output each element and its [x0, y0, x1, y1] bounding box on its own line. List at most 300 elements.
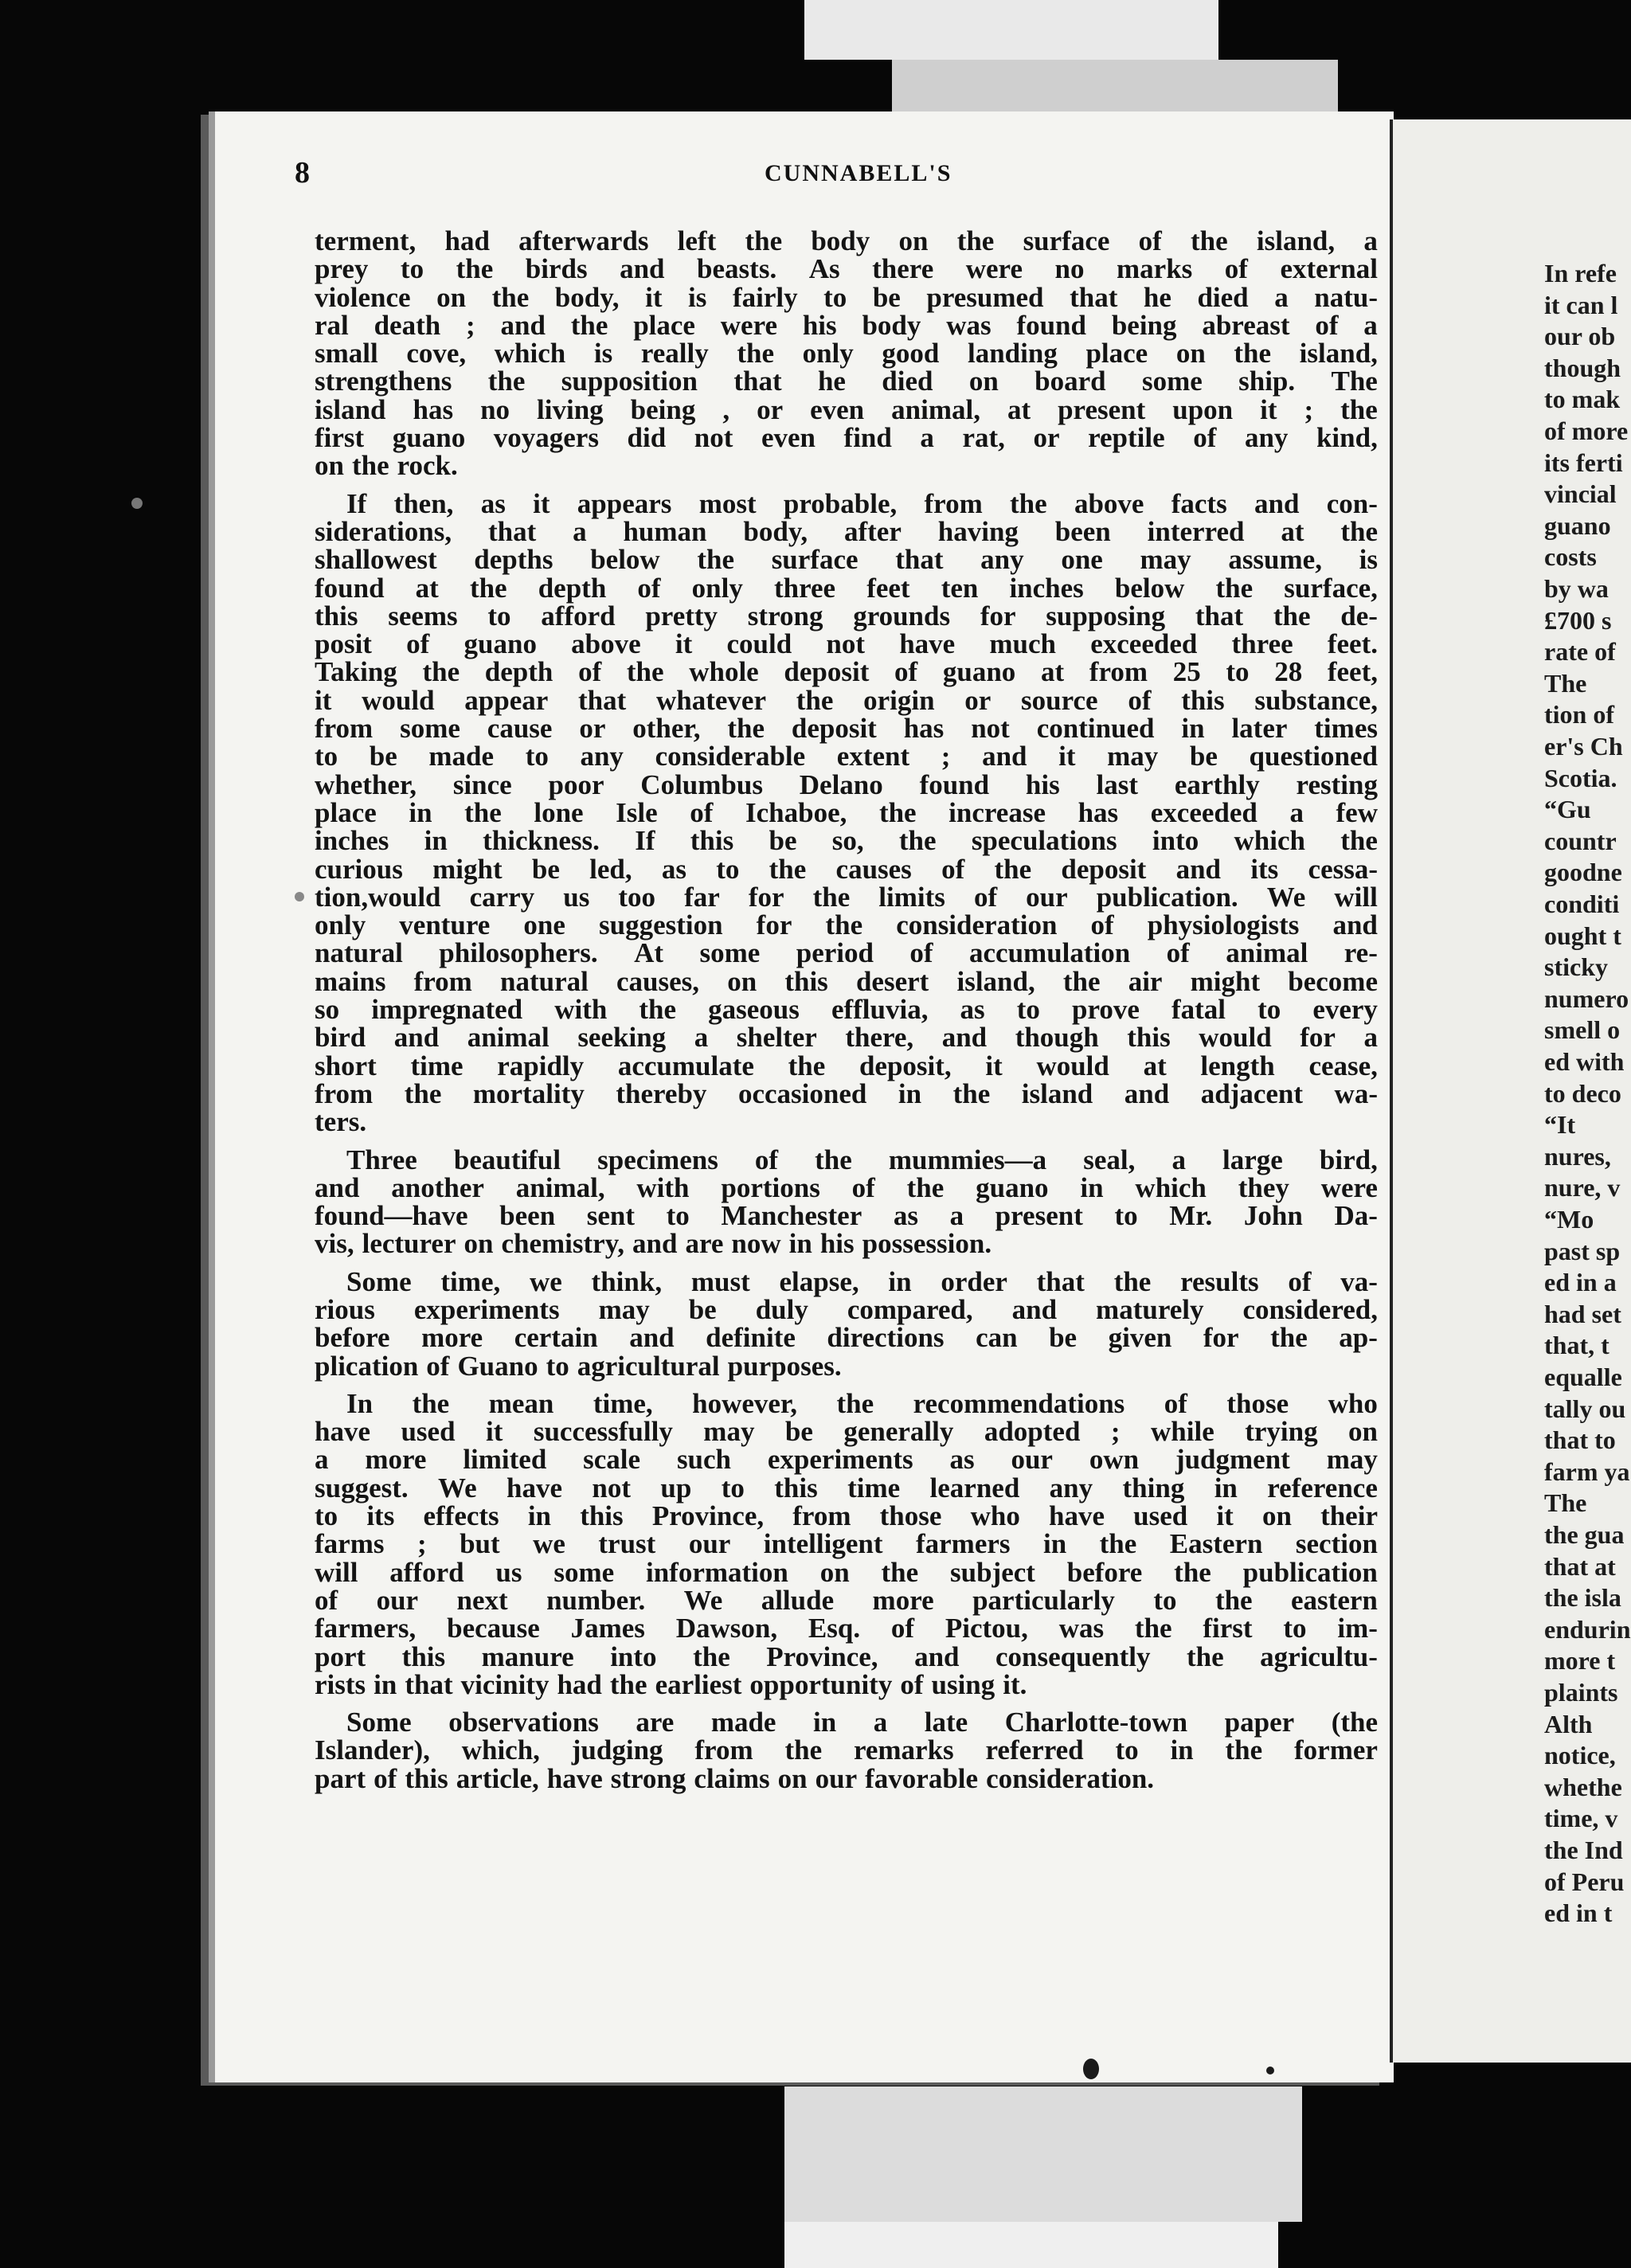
word: the: [1225, 1734, 1263, 1766]
word: We: [683, 1584, 723, 1616]
word: judgment: [1175, 1444, 1290, 1476]
text-line: [315, 281, 1378, 313]
word: poor: [548, 768, 604, 800]
word: is: [688, 281, 707, 313]
word: this: [784, 965, 828, 997]
word: supposition: [561, 366, 698, 397]
word: had: [444, 225, 490, 256]
word: and: [941, 1022, 988, 1054]
word: on: [315, 450, 344, 482]
word: before: [315, 1322, 390, 1354]
right-page-line: numero: [1544, 983, 1629, 1013]
word: now: [731, 1228, 781, 1260]
word: consideration: [896, 909, 1058, 941]
word: there,: [845, 1022, 914, 1054]
word: bird: [315, 1022, 366, 1054]
word: not: [694, 422, 733, 454]
word: no: [480, 393, 510, 425]
article-body: [315, 227, 1378, 1793]
word: such: [676, 1444, 732, 1476]
word: our: [815, 1762, 858, 1794]
word: Some: [346, 1707, 412, 1738]
word: and: [1332, 909, 1378, 941]
text-line: [315, 1052, 1378, 1080]
word: Columbus: [640, 768, 763, 800]
word: the: [745, 225, 783, 256]
word: any: [1049, 1472, 1093, 1504]
text-line: [315, 1387, 1378, 1419]
word: to: [1283, 1613, 1307, 1644]
word: of: [754, 1144, 779, 1175]
word: made: [710, 1707, 776, 1738]
word: used: [1133, 1500, 1188, 1532]
word: of: [890, 1613, 915, 1644]
right-page-line: ought t: [1544, 921, 1621, 950]
text-line: [315, 796, 1378, 828]
word: siderations,: [315, 515, 452, 547]
word: at: [415, 572, 439, 604]
word: that: [577, 684, 627, 716]
word: marks: [1117, 253, 1193, 285]
text-line: [315, 574, 1378, 602]
word: elapse,: [779, 1265, 859, 1297]
word: the: [898, 825, 937, 857]
word: the: [1010, 487, 1047, 519]
word: be: [688, 1293, 717, 1325]
word: made: [428, 741, 495, 772]
word: can: [976, 1322, 1018, 1354]
word: in: [1170, 1734, 1194, 1766]
word: mains: [315, 965, 386, 997]
word: that: [733, 366, 782, 397]
word: ,: [722, 393, 730, 425]
word: one: [523, 909, 565, 941]
word: on: [1261, 1500, 1292, 1532]
word: feet: [866, 572, 910, 604]
word: island: [1021, 1077, 1093, 1109]
word: to: [666, 1200, 690, 1232]
word: of: [1224, 253, 1248, 285]
text-line: [315, 338, 1378, 370]
word: results: [1180, 1265, 1259, 1297]
ink-blot: [1083, 2059, 1099, 2079]
word: that: [1070, 281, 1118, 313]
ink-speck: [1266, 2067, 1274, 2074]
text-line: [315, 855, 1378, 883]
word: three: [1231, 628, 1293, 660]
word: voyagers: [493, 422, 599, 454]
word: too: [618, 881, 656, 913]
word: deposit: [784, 656, 870, 688]
word: the: [412, 1387, 450, 1419]
word: been: [499, 1200, 556, 1232]
word: the: [881, 1556, 919, 1588]
word: the: [1340, 393, 1378, 425]
word: to: [716, 853, 740, 885]
word: so: [315, 994, 340, 1026]
word: and: [632, 1228, 678, 1260]
word: reptile: [1088, 422, 1165, 454]
word: though: [1015, 1022, 1099, 1054]
word: and: [629, 1322, 675, 1354]
paragraph: [315, 227, 1378, 480]
word: rious: [315, 1293, 375, 1325]
word: ship.: [1238, 366, 1296, 397]
word: eastern: [1291, 1584, 1378, 1616]
word: small: [315, 338, 378, 370]
right-page-line: the Ind: [1544, 1836, 1623, 1864]
word: few: [1336, 796, 1378, 828]
word: that: [1195, 600, 1244, 632]
right-page-line: Scotia.: [1544, 763, 1617, 792]
word: not: [971, 713, 1010, 745]
word: manure: [481, 1640, 574, 1672]
text-line: [315, 515, 1378, 547]
word: of: [1315, 309, 1339, 341]
word: cease,: [1308, 1050, 1378, 1081]
word: our: [688, 1528, 731, 1560]
word: abreast: [1202, 309, 1290, 341]
text-line: [315, 1293, 1378, 1325]
right-page-line: farm ya: [1544, 1457, 1630, 1486]
word: allude: [761, 1584, 835, 1616]
word: it: [533, 487, 550, 519]
right-page-line: ed with: [1544, 1047, 1625, 1076]
word: on: [727, 965, 757, 997]
word: who: [1328, 1387, 1378, 1419]
word: rists: [315, 1668, 366, 1700]
word: rat,: [962, 422, 1005, 454]
word: the: [487, 366, 526, 397]
word: time: [410, 1050, 463, 1081]
word: section: [1295, 1528, 1378, 1560]
word: continued: [1036, 713, 1155, 745]
word: directions: [827, 1322, 945, 1354]
right-page-line: costs: [1544, 542, 1597, 572]
word: birds: [525, 253, 588, 285]
word: a: [315, 1444, 329, 1476]
text-line: [315, 1614, 1378, 1642]
word: in: [409, 796, 432, 828]
word: human: [623, 515, 707, 547]
word: and: [620, 253, 665, 285]
word: were: [720, 309, 778, 341]
word: most: [698, 487, 757, 519]
word: to: [1226, 656, 1250, 688]
word: of: [1193, 422, 1217, 454]
word: desert: [855, 965, 929, 997]
word: information: [645, 1556, 788, 1588]
word: physiologists: [1147, 909, 1300, 941]
text-line: [315, 1265, 1378, 1297]
word: mean: [488, 1387, 554, 1419]
word: died: [1197, 281, 1249, 313]
word: specimens: [597, 1144, 718, 1175]
word: impregnated: [371, 994, 523, 1026]
word: of: [578, 656, 602, 688]
running-head: CUNNABELL'S: [765, 160, 952, 186]
word: a: [949, 1200, 964, 1232]
right-page-line: rate of: [1544, 637, 1616, 667]
word: and: [315, 1171, 360, 1203]
text-line: [315, 911, 1378, 939]
word: up: [660, 1472, 692, 1504]
word: supposing: [1046, 600, 1166, 632]
word: and: [1175, 853, 1222, 885]
word: afford: [389, 1556, 464, 1588]
word: his: [819, 1228, 855, 1260]
word: source: [1021, 684, 1098, 716]
word: it: [1058, 741, 1076, 772]
word: a: [1363, 309, 1378, 341]
right-page-line: nures,: [1544, 1141, 1611, 1171]
word: judging: [571, 1734, 663, 1766]
word: on: [819, 1556, 850, 1588]
word: last: [1096, 768, 1139, 800]
text-line: [315, 1502, 1378, 1530]
word: every: [1312, 994, 1378, 1026]
word: a: [694, 1022, 709, 1054]
word: which: [494, 338, 566, 370]
text-line: [315, 1352, 1378, 1380]
word: natural: [500, 965, 589, 997]
word: cause: [487, 713, 553, 745]
word: the: [788, 1050, 826, 1081]
word: have: [1048, 1500, 1105, 1532]
word: at: [1143, 1050, 1167, 1081]
word: At: [634, 937, 664, 969]
word: to: [721, 1472, 745, 1504]
word: the: [1099, 1528, 1137, 1560]
right-page-line: had set: [1544, 1299, 1621, 1328]
word: mummies—a: [888, 1144, 1047, 1175]
word: may: [1107, 741, 1159, 772]
word: the: [1270, 1322, 1308, 1354]
word: guano: [942, 656, 1016, 688]
word: only: [802, 338, 854, 370]
word: causes,: [616, 965, 700, 997]
word: ten: [941, 572, 979, 604]
word: appears: [577, 487, 672, 519]
word: is: [1359, 544, 1378, 576]
word: the: [1214, 1584, 1253, 1616]
word: of: [900, 1668, 924, 1700]
word: body: [862, 309, 921, 341]
word: limited: [463, 1444, 547, 1476]
text-line: [315, 1530, 1378, 1558]
word: the: [906, 1171, 945, 1203]
word: it: [985, 1050, 1003, 1081]
right-page-line: the gua: [1544, 1520, 1625, 1549]
word: whole: [689, 656, 759, 688]
word: as: [893, 1200, 918, 1232]
text-line: [315, 768, 1378, 800]
word: the: [825, 909, 863, 941]
word: fatal: [1171, 994, 1226, 1026]
right-page-line: time, v: [1544, 1804, 1618, 1833]
word: the: [1273, 600, 1311, 632]
word: as: [661, 853, 686, 885]
word: some: [699, 937, 761, 969]
word: as: [960, 994, 985, 1026]
word: plication: [315, 1350, 419, 1382]
word: below: [1114, 572, 1185, 604]
word: thereby: [616, 1077, 707, 1109]
word: of: [374, 1762, 397, 1794]
word: the: [727, 713, 765, 745]
word: even: [810, 393, 865, 425]
word: effluvia,: [831, 994, 929, 1026]
word: natural: [315, 937, 403, 969]
word: to: [1115, 1734, 1139, 1766]
word: time,: [440, 1265, 501, 1297]
word: and: [1254, 487, 1300, 519]
word: cove,: [406, 338, 467, 370]
word: inches: [1009, 572, 1084, 604]
text-line: [315, 1558, 1378, 1586]
word: strengthens: [315, 366, 452, 397]
word: If: [346, 487, 367, 519]
word: generally: [843, 1416, 954, 1448]
word: us: [495, 1556, 522, 1588]
word: consequently: [995, 1640, 1151, 1672]
word: in: [813, 1707, 837, 1738]
word: since: [452, 768, 512, 800]
word: our: [1011, 1444, 1053, 1476]
word: effects: [423, 1500, 499, 1532]
word: cessa-: [1308, 853, 1378, 885]
word: before: [1066, 1556, 1143, 1588]
text-line: [315, 227, 1378, 255]
word: the: [796, 684, 834, 716]
right-page-line: past sp: [1544, 1236, 1621, 1265]
word: the: [952, 1077, 991, 1109]
right-page-line: of Peru: [1544, 1867, 1625, 1896]
left-page: [215, 111, 1394, 2082]
word: certain: [514, 1322, 598, 1354]
word: assume,: [1228, 544, 1322, 576]
text-line: [315, 658, 1378, 686]
word: a: [573, 515, 587, 547]
word: tion,would: [315, 881, 441, 913]
word: 25: [1172, 656, 1201, 688]
word: Ichaboe,: [745, 796, 847, 828]
word: scale: [583, 1444, 641, 1476]
right-page-line: whethe: [1544, 1772, 1622, 1801]
word: whatever: [655, 684, 766, 716]
word: the: [609, 1668, 647, 1700]
word: first: [315, 422, 365, 454]
word: for: [756, 909, 792, 941]
word: exceeded: [1090, 628, 1198, 660]
text-line: [315, 1736, 1378, 1764]
word: have: [315, 1416, 370, 1448]
right-page-line: of more: [1544, 416, 1629, 445]
word: As: [808, 253, 840, 285]
word: in: [424, 825, 448, 857]
word: is: [593, 338, 613, 370]
word: former: [1294, 1734, 1378, 1766]
word: this: [315, 600, 358, 632]
word: living: [537, 393, 604, 425]
word: successfully: [533, 1416, 673, 1448]
word: presumed: [926, 281, 1044, 313]
word: next: [456, 1584, 508, 1616]
word: from: [315, 1077, 374, 1109]
word: sent: [586, 1200, 636, 1232]
word: or: [757, 393, 784, 425]
text-line: [315, 1640, 1378, 1672]
word: be: [531, 853, 560, 885]
word: died: [882, 366, 933, 397]
word: depths: [474, 544, 553, 576]
paragraph: [315, 1265, 1378, 1382]
word: their: [1320, 1500, 1378, 1532]
word: have: [507, 1472, 563, 1504]
right-page-line: by wa: [1544, 574, 1609, 603]
word: intelligent: [763, 1528, 883, 1560]
word: agricultu-: [1260, 1640, 1378, 1672]
paragraph: [315, 1387, 1378, 1700]
word: farms: [315, 1528, 385, 1560]
word: think,: [591, 1265, 663, 1297]
right-page-line: “It: [1544, 1110, 1576, 1140]
word: the: [769, 853, 807, 885]
word: another: [391, 1171, 484, 1203]
word: James: [570, 1613, 645, 1644]
right-page-line: The: [1544, 668, 1587, 698]
word: mortality: [472, 1077, 585, 1109]
word: earliest: [655, 1668, 742, 1700]
word: Province,: [766, 1640, 878, 1672]
word: the: [1187, 1640, 1224, 1672]
word: accumulation: [969, 937, 1131, 969]
page-header: [295, 155, 1378, 195]
text-line: [315, 1022, 1378, 1054]
word: possession.: [862, 1228, 992, 1260]
word: with: [636, 1171, 690, 1203]
word: the: [1234, 338, 1272, 370]
text-line: [315, 1708, 1378, 1736]
word: of: [1090, 909, 1114, 941]
word: of: [426, 1350, 450, 1382]
word: gaseous: [708, 994, 800, 1026]
word: body,: [743, 515, 808, 547]
word: may: [1326, 1444, 1378, 1476]
word: of: [973, 881, 998, 913]
right-page-line: vincial: [1544, 479, 1617, 509]
word: the: [1134, 1613, 1172, 1644]
word: in: [374, 1668, 397, 1700]
word: a: [920, 422, 934, 454]
word: strong: [747, 600, 823, 632]
word: occasioned: [737, 1077, 867, 1109]
word: with: [554, 994, 608, 1026]
word: be: [369, 741, 397, 772]
word: from: [1089, 656, 1148, 688]
word: not: [826, 628, 865, 660]
right-page-line: smell o: [1544, 1015, 1621, 1045]
word: it: [486, 1416, 503, 1448]
word: opportunity: [749, 1668, 893, 1700]
word: has: [413, 393, 454, 425]
word: surface,: [1284, 572, 1378, 604]
word: or: [579, 713, 606, 745]
word: for: [980, 600, 1016, 632]
word: we: [529, 1265, 562, 1297]
word: causes: [835, 853, 912, 885]
word: port: [315, 1640, 366, 1672]
